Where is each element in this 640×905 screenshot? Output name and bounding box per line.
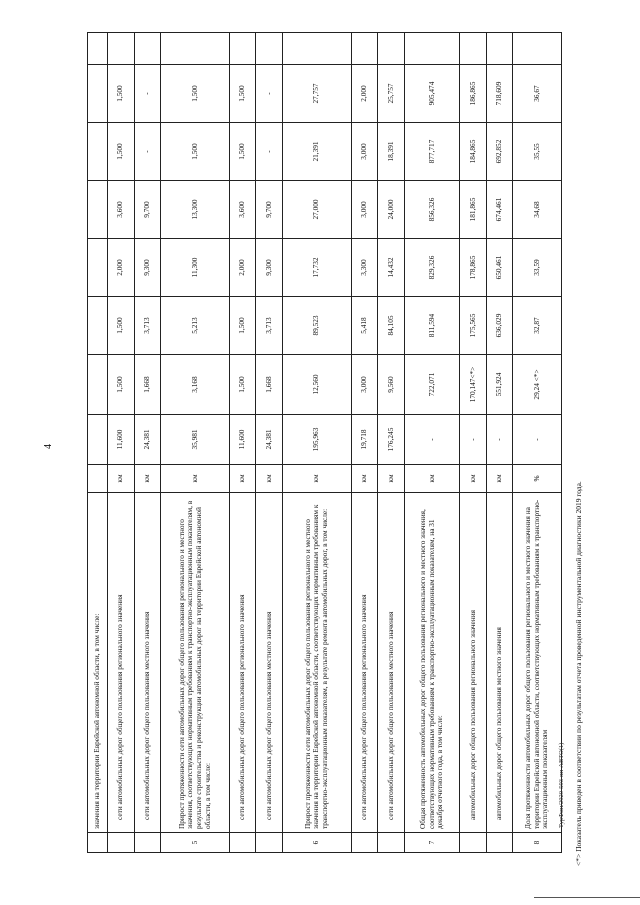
table-row — [513, 33, 562, 853]
table-row — [378, 33, 405, 853]
row-number-cell — [378, 833, 405, 853]
value-cell: 11,600 — [229, 415, 256, 465]
value-cell — [88, 239, 108, 297]
indicator-name-cell: Прирост протяженности сети автомобильных дорог общего пользования регионального и местного значения на территории Еврейской автономной области, соответствующих нормативным требованиям к транспортно-эксплуатационным показателям, в результате ремонта автомобильных дорог, в том числе: — [282, 493, 351, 833]
scan-edge-line — [534, 897, 640, 898]
value-cell: - — [460, 415, 487, 465]
value-cell: 178,865 — [460, 239, 487, 297]
indicator-name-cell: автомобильных дорог общего пользования местного значения — [486, 493, 513, 833]
value-cell: - — [256, 123, 283, 181]
value-cell: 5,213 — [161, 297, 230, 355]
value-cell: 722,071 — [404, 355, 459, 415]
value-cell: 3,713 — [256, 297, 283, 355]
table-row — [404, 33, 459, 853]
table-row — [351, 33, 378, 853]
value-cell: - — [134, 123, 161, 181]
page-number: 4 — [43, 444, 54, 449]
indicator-name-cell: сети автомобильных дорог общего пользования регионального значения — [107, 493, 134, 833]
value-cell: 27,000 — [282, 181, 351, 239]
value-cell: 36,67 — [513, 65, 562, 123]
value-cell: 1,500 — [107, 355, 134, 415]
unit-cell: км — [378, 465, 405, 493]
value-cell: 877,717 — [404, 123, 459, 181]
table-row — [256, 33, 283, 853]
value-cell: 32,87 — [513, 297, 562, 355]
value-cell: 811,594 — [404, 297, 459, 355]
value-cell: 184,865 — [460, 123, 487, 181]
table-row — [161, 33, 230, 853]
row-number-cell — [88, 833, 108, 853]
indicator-name-cell: автомобильных дорог общего пользования регионального значения — [460, 493, 487, 833]
unit-cell: км — [486, 465, 513, 493]
value-cell: 35,55 — [513, 123, 562, 181]
value-cell: 636,029 — [486, 297, 513, 355]
value-cell: 13,300 — [161, 181, 230, 239]
value-cell — [256, 33, 283, 65]
value-cell — [161, 33, 230, 65]
value-cell: 33,59 — [513, 239, 562, 297]
value-cell: 35,981 — [161, 415, 230, 465]
footnote: <*> Показатель приведен в соответствии по результатам отчета проведенной инструментальной диагностики 2019 года. — [574, 481, 583, 866]
indicator-name-cell: Доля протяженности автомобильных дорог общего пользования регионального и местного значения на территории Еврейской автономной области, соответствующих нормативным требованиям к транспортно-эксплуатационным показателям — [513, 493, 562, 833]
value-cell: - — [134, 65, 161, 123]
value-cell: 17,732 — [282, 239, 351, 297]
value-cell — [88, 123, 108, 181]
row-number-cell — [134, 833, 161, 853]
value-cell: 3,000 — [351, 355, 378, 415]
value-cell: 674,461 — [486, 181, 513, 239]
table-row — [229, 33, 256, 853]
row-number-cell — [107, 833, 134, 853]
row-number-cell: 5 — [161, 833, 230, 853]
value-cell: 1,668 — [134, 355, 161, 415]
value-cell: 9,560 — [378, 355, 405, 415]
value-cell: 181,865 — [460, 181, 487, 239]
unit-cell: км — [351, 465, 378, 493]
value-cell: 29,24 <*> — [513, 355, 562, 415]
indicator-name-cell: Общая протяженность автомобильных дорог общего пользования регионального и местного значения, соответствующих нормативным требованиям к транспортно-эксплуатационным показателям, на 31 декабря отчетного года, в том числе: — [404, 493, 459, 833]
table-body — [88, 33, 562, 853]
unit-cell: км — [229, 465, 256, 493]
value-cell: 1,500 — [229, 297, 256, 355]
indicator-name-cell: сети автомобильных дорог общего пользования местного значения — [256, 493, 283, 833]
table-row — [88, 33, 108, 853]
value-cell: 2,000 — [351, 65, 378, 123]
value-cell: 829,326 — [404, 239, 459, 297]
value-cell: 1,500 — [161, 123, 230, 181]
value-cell: 1,500 — [107, 297, 134, 355]
value-cell — [486, 33, 513, 65]
value-cell: 11,600 — [107, 415, 134, 465]
indicator-name-cell: сети автомобильных дорог общего пользования регионального значения — [229, 493, 256, 833]
row-number-cell: 8 — [513, 833, 562, 853]
value-cell: 34,68 — [513, 181, 562, 239]
unit-cell: км — [404, 465, 459, 493]
row-number-cell — [256, 833, 283, 853]
row-number-cell: 6 — [282, 833, 351, 853]
value-cell: 1,500 — [229, 123, 256, 181]
value-cell: 3,600 — [107, 181, 134, 239]
value-cell: 5,418 — [351, 297, 378, 355]
rotated-table-area — [87, 33, 562, 853]
value-cell — [282, 33, 351, 65]
value-cell — [460, 33, 487, 65]
value-cell: - — [513, 415, 562, 465]
value-cell: 692,852 — [486, 123, 513, 181]
value-cell — [404, 33, 459, 65]
footer-document-code: ТурФин/2020-593-пп-АВТО(1) — [558, 742, 565, 828]
value-cell: 1,500 — [107, 65, 134, 123]
value-cell: 12,560 — [282, 355, 351, 415]
table-row — [486, 33, 513, 853]
table-row — [460, 33, 487, 853]
unit-cell — [88, 465, 108, 493]
value-cell: 2,000 — [107, 239, 134, 297]
row-number-cell — [229, 833, 256, 853]
value-cell: 905,474 — [404, 65, 459, 123]
value-cell: 9,700 — [256, 181, 283, 239]
value-cell: 24,381 — [134, 415, 161, 465]
value-cell: 175,565 — [460, 297, 487, 355]
value-cell: 3,713 — [134, 297, 161, 355]
value-cell — [107, 33, 134, 65]
value-cell: 1,668 — [256, 355, 283, 415]
value-cell — [88, 355, 108, 415]
value-cell: 1,500 — [107, 123, 134, 181]
value-cell: 27,757 — [282, 65, 351, 123]
value-cell: 176,245 — [378, 415, 405, 465]
value-cell: 1,500 — [229, 65, 256, 123]
value-cell — [88, 181, 108, 239]
row-number-cell — [351, 833, 378, 853]
value-cell: - — [486, 415, 513, 465]
indicator-name-cell: значения на территории Еврейской автономной области, в том числе: — [88, 493, 108, 833]
value-cell — [88, 33, 108, 65]
value-cell: 84,105 — [378, 297, 405, 355]
value-cell — [351, 33, 378, 65]
value-cell: 19,718 — [351, 415, 378, 465]
value-cell — [513, 33, 562, 65]
value-cell: 3,000 — [351, 123, 378, 181]
value-cell: 21,391 — [282, 123, 351, 181]
value-cell: - — [404, 415, 459, 465]
value-cell: 1,500 — [161, 65, 230, 123]
value-cell: 9,700 — [134, 181, 161, 239]
value-cell: 1,500 — [229, 355, 256, 415]
value-cell: 9,300 — [134, 239, 161, 297]
value-cell: 856,326 — [404, 181, 459, 239]
row-number-cell — [486, 833, 513, 853]
table-wrapper — [87, 33, 562, 853]
indicators-table — [87, 32, 562, 853]
value-cell: 18,391 — [378, 123, 405, 181]
unit-cell: км — [282, 465, 351, 493]
value-cell: 2,000 — [229, 239, 256, 297]
unit-cell: % — [513, 465, 562, 493]
value-cell — [88, 297, 108, 355]
value-cell — [88, 415, 108, 465]
indicator-name-cell: Прирост протяженности сети автомобильных дорог общего пользования регионального и местного значения, соответствующих нормативным требованиям к транспортно-эксплуатационным показателям, в результате строительства и реконструкции автомобильных дорог на территории Еврейской автономной области, в том числе: — [161, 493, 230, 833]
value-cell: 650,461 — [486, 239, 513, 297]
value-cell: 3,600 — [229, 181, 256, 239]
indicator-name-cell: сети автомобильных дорог общего пользования местного значения — [378, 493, 405, 833]
value-cell: 551,924 — [486, 355, 513, 415]
unit-cell: км — [161, 465, 230, 493]
unit-cell: км — [256, 465, 283, 493]
value-cell: 14,432 — [378, 239, 405, 297]
indicator-name-cell: сети автомобильных дорог общего пользования регионального значения — [351, 493, 378, 833]
row-number-cell: 7 — [404, 833, 459, 853]
value-cell: 3,300 — [351, 239, 378, 297]
unit-cell: км — [134, 465, 161, 493]
value-cell — [88, 65, 108, 123]
indicator-name-cell: сети автомобильных дорог общего пользования местного значения — [134, 493, 161, 833]
row-number-cell — [460, 833, 487, 853]
unit-cell: км — [107, 465, 134, 493]
value-cell: 89,523 — [282, 297, 351, 355]
value-cell: 9,300 — [256, 239, 283, 297]
value-cell: 3,168 — [161, 355, 230, 415]
table-row — [282, 33, 351, 853]
table-row — [134, 33, 161, 853]
value-cell: 3,000 — [351, 181, 378, 239]
value-cell: 195,963 — [282, 415, 351, 465]
value-cell: 186,865 — [460, 65, 487, 123]
value-cell — [378, 33, 405, 65]
value-cell: 24,000 — [378, 181, 405, 239]
value-cell: 718,609 — [486, 65, 513, 123]
value-cell: - — [256, 65, 283, 123]
value-cell: 25,757 — [378, 65, 405, 123]
unit-cell: км — [460, 465, 487, 493]
value-cell: 24,381 — [256, 415, 283, 465]
value-cell: 11,300 — [161, 239, 230, 297]
value-cell — [134, 33, 161, 65]
value-cell: 170,147<*> — [460, 355, 487, 415]
value-cell — [229, 33, 256, 65]
table-row — [107, 33, 134, 853]
